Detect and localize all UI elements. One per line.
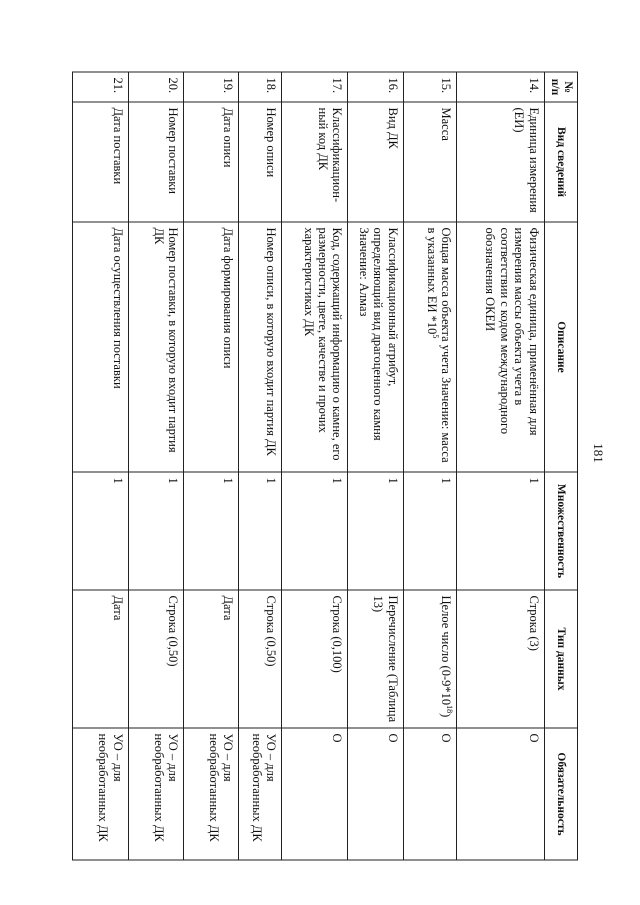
cell-datatype: Строка (0,50): [239, 590, 282, 728]
table-row: [282, 72, 348, 860]
cell-multiplicity: 1: [73, 472, 129, 590]
cell-datatype: Строка (3): [457, 590, 544, 728]
header-no: № п/п: [544, 72, 577, 102]
cell-required: УО – для необработанных ДК: [183, 728, 238, 860]
cell-no: 14.: [457, 72, 544, 102]
cell-no: 17.: [282, 72, 348, 102]
cell-no: 20.: [128, 72, 183, 102]
table-row: [457, 72, 544, 860]
table-wrapper: [72, 72, 578, 860]
cell-description: Номер поставки, в которую входит партия ДК: [128, 222, 183, 472]
data-table: [72, 72, 578, 861]
cell-multiplicity: 1: [348, 472, 403, 590]
header-description: Описание: [544, 222, 577, 472]
cell-type: Единица измерения (ЕИ): [457, 102, 544, 222]
table-row: [348, 72, 403, 860]
cell-required: УО – для необработанных ДК: [73, 728, 129, 860]
cell-type: Номер описи: [239, 102, 282, 222]
cell-datatype: Дата: [73, 590, 129, 728]
header-multiplicity: Множественность: [544, 472, 577, 590]
datatype-exponent: 18: [445, 705, 455, 714]
table-row: [73, 72, 129, 860]
datatype-close: ): [439, 713, 454, 718]
cell-no: 18.: [239, 72, 282, 102]
cell-required: УО – для необработанных ДК: [239, 728, 282, 860]
cell-multiplicity: 1: [282, 472, 348, 590]
page-number: 181: [591, 443, 606, 463]
cell-no: 19.: [183, 72, 238, 102]
cell-description: Дата осуществления поставки: [73, 222, 129, 472]
table-row: [128, 72, 183, 860]
table-header-row: [544, 72, 577, 860]
cell-no: 15.: [403, 72, 456, 102]
table-row: [403, 72, 456, 860]
cell-no: 16.: [348, 72, 403, 102]
cell-datatype: Дата: [183, 590, 238, 728]
cell-multiplicity: 1: [128, 472, 183, 590]
cell-no: 21.: [73, 72, 129, 102]
mass-description-text: Общая масса объекта учета Значение: масса в указанных ЕИ *10: [424, 227, 454, 463]
mass-exponent: 5: [430, 334, 440, 339]
cell-type: Номер поставки: [128, 102, 183, 222]
cell-description: Физическая единица, применённая для измерения массы объекта учета в соответствии с кодом международного обозначения ОКЕИ: [457, 222, 544, 472]
cell-required: УО – для необработанных ДК: [128, 728, 183, 860]
cell-datatype: [403, 590, 456, 728]
cell-description: Номер описи, в которую входит партия ДК: [239, 222, 282, 472]
cell-type: Классификацион-ный код ДК: [282, 102, 348, 222]
datatype-text: Целое число (0-9*10: [439, 595, 454, 706]
table-row: [183, 72, 238, 860]
cell-multiplicity: 1: [403, 472, 456, 590]
cell-type: Дата поставки: [73, 102, 129, 222]
header-required: Обязательность: [544, 728, 577, 860]
cell-multiplicity: 1: [239, 472, 282, 590]
cell-datatype: Строка (0,100): [282, 590, 348, 728]
header-datatype: Тип данных: [544, 590, 577, 728]
cell-multiplicity: 1: [457, 472, 544, 590]
cell-description: Дата формирования описи: [183, 222, 238, 472]
cell-required: О: [457, 728, 544, 860]
header-type: Вид сведений: [544, 102, 577, 222]
cell-required: О: [348, 728, 403, 860]
cell-datatype: Перечисление (Таблица 13): [348, 590, 403, 728]
cell-type: Масса: [403, 102, 456, 222]
cell-required: О: [282, 728, 348, 860]
cell-datatype: Строка (0,50): [128, 590, 183, 728]
cell-type: Дата описи: [183, 102, 238, 222]
table-row: [239, 72, 282, 860]
cell-description: Код, содержащий информацию о камне, его размерности, цвете, качестве и прочих характеристиках ДК: [282, 222, 348, 472]
cell-description: Классификационный атрибут, определяющий вид драгоценного камня Значение: Алмаз: [348, 222, 403, 472]
cell-description: [403, 222, 456, 472]
cell-multiplicity: 1: [183, 472, 238, 590]
cell-type: Вид ДК: [348, 102, 403, 222]
cell-required: О: [403, 728, 456, 860]
